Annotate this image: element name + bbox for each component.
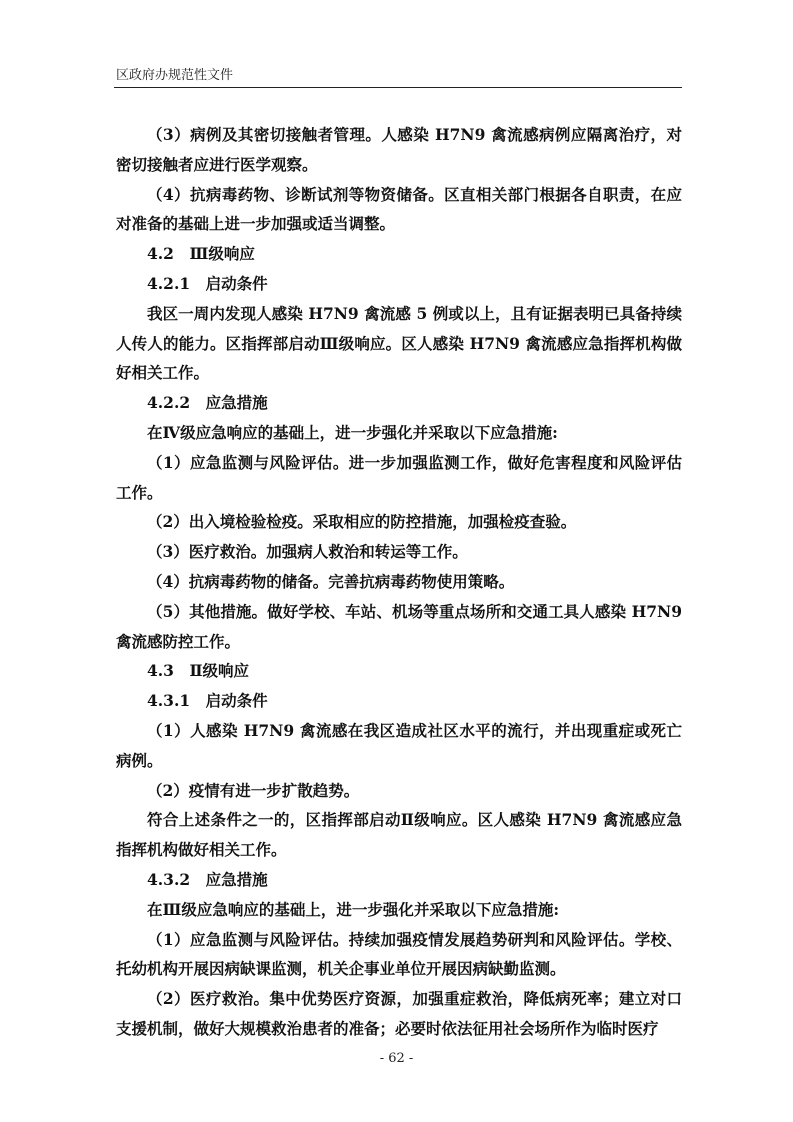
paragraph: （1）应急监测与风险评估。进一步加强监测工作，做好危害程度和风险评估工作。 (116, 452, 682, 502)
paragraph: （3）病例及其密切接触者管理。人感染 H7N9 禽流感病例应隔离治疗，对密切接触者应进行医学观察。 (116, 125, 682, 174)
subsection-heading: 4.2.1 启动条件 (147, 273, 268, 293)
subsection-heading: 4.2.2 应急措施 (147, 393, 268, 413)
section-heading: 4.2 Ⅲ级响应 (147, 244, 255, 264)
paragraph: （4）抗病毒药物、诊断试剂等物资储备。区直相关部门根据各自职责，在应对准备的基础上进一步加强或适当调整。 (116, 184, 682, 234)
paragraph: 我区一周内发现人感染 H7N9 禽流感 5 例或以上，且有证据表明已具备持续人传人的能力。区指挥部启动Ⅲ级响应。区人感染 H7N9 禽流感应急指挥机构做好相关工作。 (116, 303, 682, 383)
paragraph: （1）人感染 H7N9 禽流感在我区造成社区水平的流行，并出现重症或死亡病例。 (116, 720, 682, 770)
paragraph: 符合上述条件之一的，区指挥部启动Ⅱ级响应。区人感染 H7N9 禽流感应急指挥机构做好相关工作。 (116, 810, 682, 860)
paragraph: （4）抗病毒药物的储备。完善抗病毒药物使用策略。 (147, 571, 515, 591)
paragraph: （2）医疗救治。集中优势医疗资源，加强重症救治，降低病死率；建立对口支援机制，做好大规模救治患者的准备；必要时依法征用社会场所作为临时医疗 (116, 989, 682, 1038)
paragraph: （5）其他措施。做好学校、车站、机场等重点场所和交通工具人感染 H7N9 禽流感防控工作。 (116, 601, 682, 651)
paragraph: （2）出入境检验检疫。采取相应的防控措施，加强检疫查验。 (147, 512, 577, 532)
paragraph: （3）医疗救治。加强病人救治和转运等工作。 (147, 542, 468, 562)
subsection-heading: 4.3.1 启动条件 (147, 691, 268, 711)
page-number: - 62 - (379, 1051, 414, 1066)
paragraph: 在Ⅲ级应急响应的基础上，进一步强化并采取以下应急措施: (147, 899, 560, 919)
paragraph: （2）疫情有进一步扩散趋势。 (147, 780, 360, 800)
subsection-heading: 4.3.2 应急措施 (147, 869, 268, 889)
section-heading: 4.3 Ⅱ级响应 (147, 661, 250, 681)
document-header: 区政府办规范性文件 (116, 68, 234, 83)
header-divider (114, 87, 682, 88)
paragraph: （1）应急监测与风险评估。持续加强疫情发展趋势研判和风险评估。学校、托幼机构开展因病缺课监测，机关企事业单位开展因病缺勤监测。 (116, 929, 682, 979)
document-body (116, 120, 682, 1044)
paragraph: 在Ⅳ级应急响应的基础上，进一步强化并采取以下应急措施: (147, 422, 558, 442)
